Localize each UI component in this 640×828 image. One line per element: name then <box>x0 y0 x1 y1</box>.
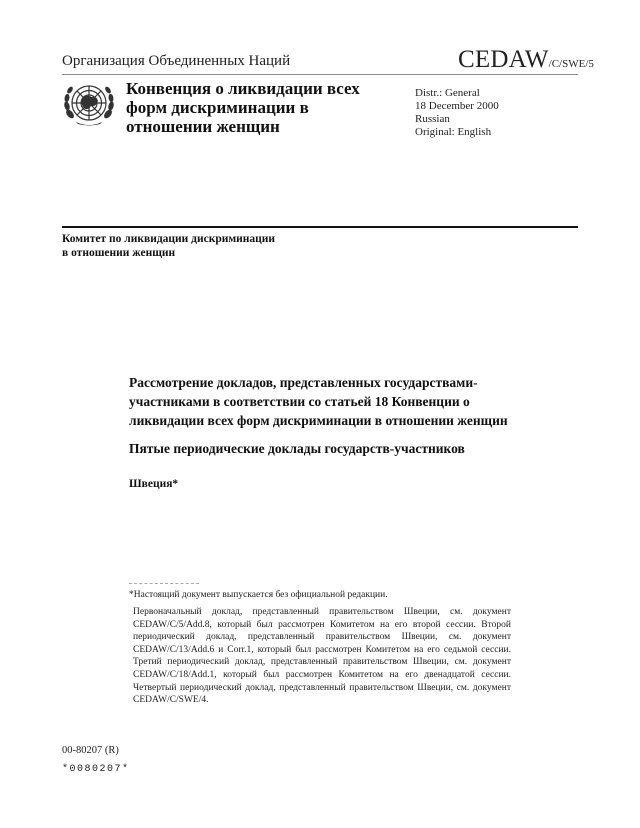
un-emblem-icon <box>62 80 116 128</box>
distribution-info <box>415 87 499 139</box>
convention-title-line: форм дискриминации в <box>126 98 309 117</box>
convention-title <box>126 79 386 136</box>
report-subtitle: Пятые периодические доклады государств-участников <box>129 441 465 456</box>
original-language: Original: English <box>415 126 492 138</box>
country-name: Швеция* <box>129 478 179 490</box>
convention-title-line: отношении женщин <box>126 117 280 136</box>
document-symbol-suffix: /C/SWE/5 <box>548 58 594 70</box>
document-symbol-main: CEDAW <box>458 46 549 73</box>
footnote-star-note: *Настоящий документ выпускается без официальной редакции. <box>129 590 388 600</box>
report-title <box>129 373 569 430</box>
organization-name: Организация Объединенных Наций <box>62 53 291 69</box>
document-language: Russian <box>415 113 450 125</box>
committee-line: в отношении женщин <box>62 247 176 259</box>
document-number: 00-80207 (R) <box>62 745 119 756</box>
committee-name <box>62 232 275 260</box>
document-symbol <box>458 46 594 74</box>
barcode-text: *0080207* <box>62 764 130 775</box>
report-title-line: участниками в соответствии со статьей 18 Конвенции о <box>129 394 470 409</box>
header-rule <box>62 74 578 75</box>
convention-title-line: Конвенция о ликвидации всех <box>126 79 360 98</box>
report-title-line: Рассмотрение докладов, представленных государствами- <box>129 375 478 390</box>
footnote-body: Первоначальный доклад, представленный правительством Швеции, см. документ CEDAW/C/5/Add.8, который был рассмотрен Комитетом на его второй сессии. Второй периодический доклад, представленный правительством Швеции, см. документ CEDAW/C/13/Add.6 и Corr.1, который был рассмотрен Комитетом на его седьмой сессии. Третий периодический доклад, представленный правительством Швеции, см. документ CEDAW/C/18/Add.1, который был рассмотрен Комитетом на его двенадцатой сессии. Четвертый периодический доклад, представленный правительством Швеции, см. документ CEDAW/C/SWE/4. <box>133 607 511 706</box>
report-title-line: ликвидации всех форм дискриминации в отношении женщин <box>129 413 508 428</box>
footnote-separator <box>129 583 199 584</box>
section-rule <box>62 226 578 228</box>
issue-date: 18 December 2000 <box>415 100 499 112</box>
committee-line: Комитет по ликвидации дискриминации <box>62 233 276 245</box>
distribution-type: Distr.: General <box>415 87 480 99</box>
